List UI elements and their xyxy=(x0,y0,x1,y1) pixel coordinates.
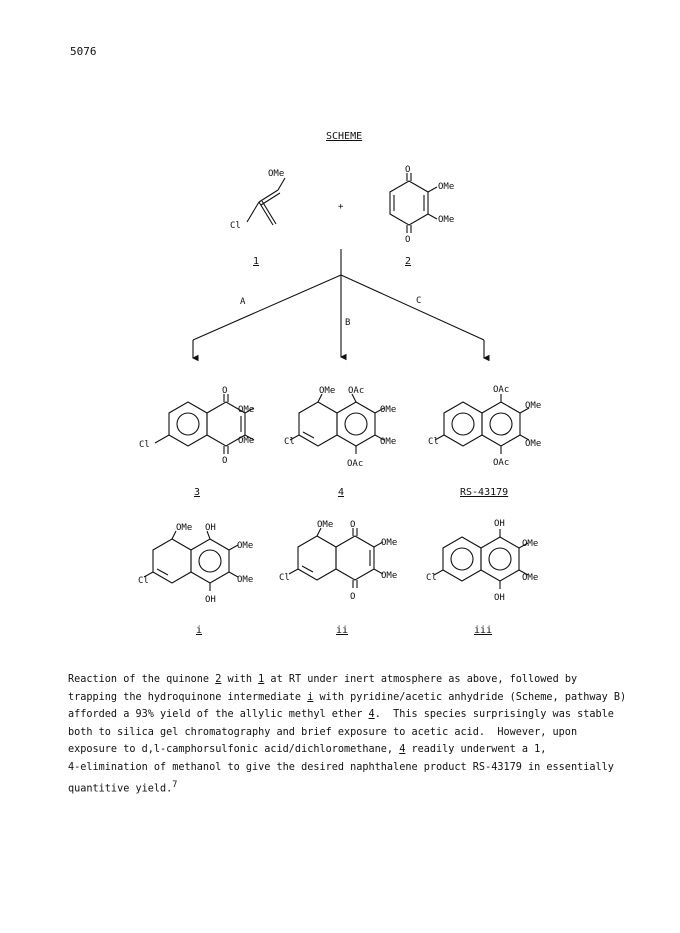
rs-cl: Cl xyxy=(428,437,439,447)
text-segment: quantitive yield. xyxy=(68,782,173,794)
c4-label: 4 xyxy=(338,487,345,498)
plus-sign: + xyxy=(338,202,344,212)
ciii-oh-top: OH xyxy=(494,519,505,529)
c4-ome1: OMe xyxy=(380,405,397,415)
scheme-title: SCHEME xyxy=(326,131,363,142)
ci-oh-bottom: OH xyxy=(205,595,216,605)
page-number: 5076 xyxy=(70,45,97,58)
c4-oac-bottom: OAc xyxy=(347,459,364,469)
pathway-c-label: C xyxy=(416,296,422,306)
pathway-a-label: A xyxy=(240,297,246,307)
ciii-ome1: OMe xyxy=(522,539,539,549)
ciii-oh-bottom: OH xyxy=(494,593,505,603)
c3-cl: Cl xyxy=(139,440,150,450)
compound-4-structure xyxy=(290,394,384,454)
text-segment: afforded a 93% yield of the allylic methyl ether xyxy=(68,709,369,721)
c3-ome1: OMe xyxy=(238,405,255,415)
text-segment: both to silica gel chromatography and brief exposure to acetic acid. However, upon xyxy=(68,726,578,738)
rs-label: RS-43179 xyxy=(460,487,509,498)
body-paragraph xyxy=(68,671,648,798)
text-segment: at RT under inert atmosphere as above, followed by xyxy=(264,674,578,685)
c2-ome1: OMe xyxy=(438,182,455,192)
compound-ref: 4 xyxy=(399,744,406,756)
text-segment: Reaction of the quinone xyxy=(68,674,216,685)
ciii-label: iii xyxy=(474,625,493,636)
compound-i-structure xyxy=(144,531,238,591)
text-segment: trapping the hydroquinone intermediate xyxy=(68,691,308,703)
compound-rs43179-structure xyxy=(435,394,529,454)
pathway-arrows xyxy=(193,249,484,358)
c4-ome2: OMe xyxy=(380,437,397,447)
c4-ome-top: OMe xyxy=(319,386,336,396)
c4-oac-top: OAc xyxy=(348,386,365,396)
c3-o-top: O xyxy=(222,386,228,396)
text-segment: exposure to d,l-camphorsulfonic acid/dichloromethane, xyxy=(68,744,400,756)
cii-ome2: OMe xyxy=(381,571,398,581)
text-segment: with pyridine/acetic anhydride (Scheme, pathway B) xyxy=(313,691,627,703)
c4-cl: Cl xyxy=(284,437,295,447)
cii-label: ii xyxy=(336,625,349,636)
ci-ome-top: OMe xyxy=(176,523,193,533)
ci-oh-top: OH xyxy=(205,523,216,533)
rs-ome2: OMe xyxy=(525,439,542,449)
pathway-b-label: B xyxy=(345,318,351,328)
rs-ome1: OMe xyxy=(525,401,542,411)
cii-ome-top: OMe xyxy=(317,520,334,530)
c2-label: 2 xyxy=(405,256,412,267)
compound-ref: 1 xyxy=(258,674,265,685)
compound-iii-structure xyxy=(434,529,528,589)
text-segment: readily underwent a 1, xyxy=(405,744,547,756)
ci-ome1: OMe xyxy=(237,541,254,551)
compound-ref: i xyxy=(307,691,314,703)
compound-1-structure xyxy=(247,178,285,225)
c2-o-top: O xyxy=(405,165,411,175)
rs-oac-bottom: OAc xyxy=(493,458,510,468)
cii-o-top: O xyxy=(350,520,356,530)
compound-ii-structure xyxy=(289,528,383,588)
c2-ome2: OMe xyxy=(438,215,455,225)
ci-label: i xyxy=(196,625,203,636)
c1-ome: OMe xyxy=(268,169,285,179)
cii-o-bottom: O xyxy=(350,592,356,602)
c3-label: 3 xyxy=(194,487,201,498)
rs-oac-top: OAc xyxy=(493,385,510,395)
c3-o-bottom: O xyxy=(222,456,228,466)
cii-ome1: OMe xyxy=(381,538,398,548)
c3-ome2: OMe xyxy=(238,436,255,446)
text-segment: 4-elimination of methanol to give the desired naphthalene product RS-43179 in essentially xyxy=(68,761,614,773)
cii-cl: Cl xyxy=(279,573,290,583)
ci-cl: Cl xyxy=(138,576,149,586)
footnote-ref: 7 xyxy=(172,779,178,790)
compound-ref: 4 xyxy=(368,709,375,721)
ciii-cl: Cl xyxy=(426,573,437,583)
c1-label: 1 xyxy=(253,256,260,267)
c1-cl: Cl xyxy=(230,221,241,231)
text-segment: with xyxy=(221,674,259,685)
compound-ref: 2 xyxy=(215,674,222,685)
ci-ome2: OMe xyxy=(237,575,254,585)
compound-2-structure xyxy=(390,173,437,233)
ciii-ome2: OMe xyxy=(522,573,539,583)
c2-o-bottom: O xyxy=(405,235,411,245)
text-segment: . This species surprisingly was stable xyxy=(374,709,614,721)
